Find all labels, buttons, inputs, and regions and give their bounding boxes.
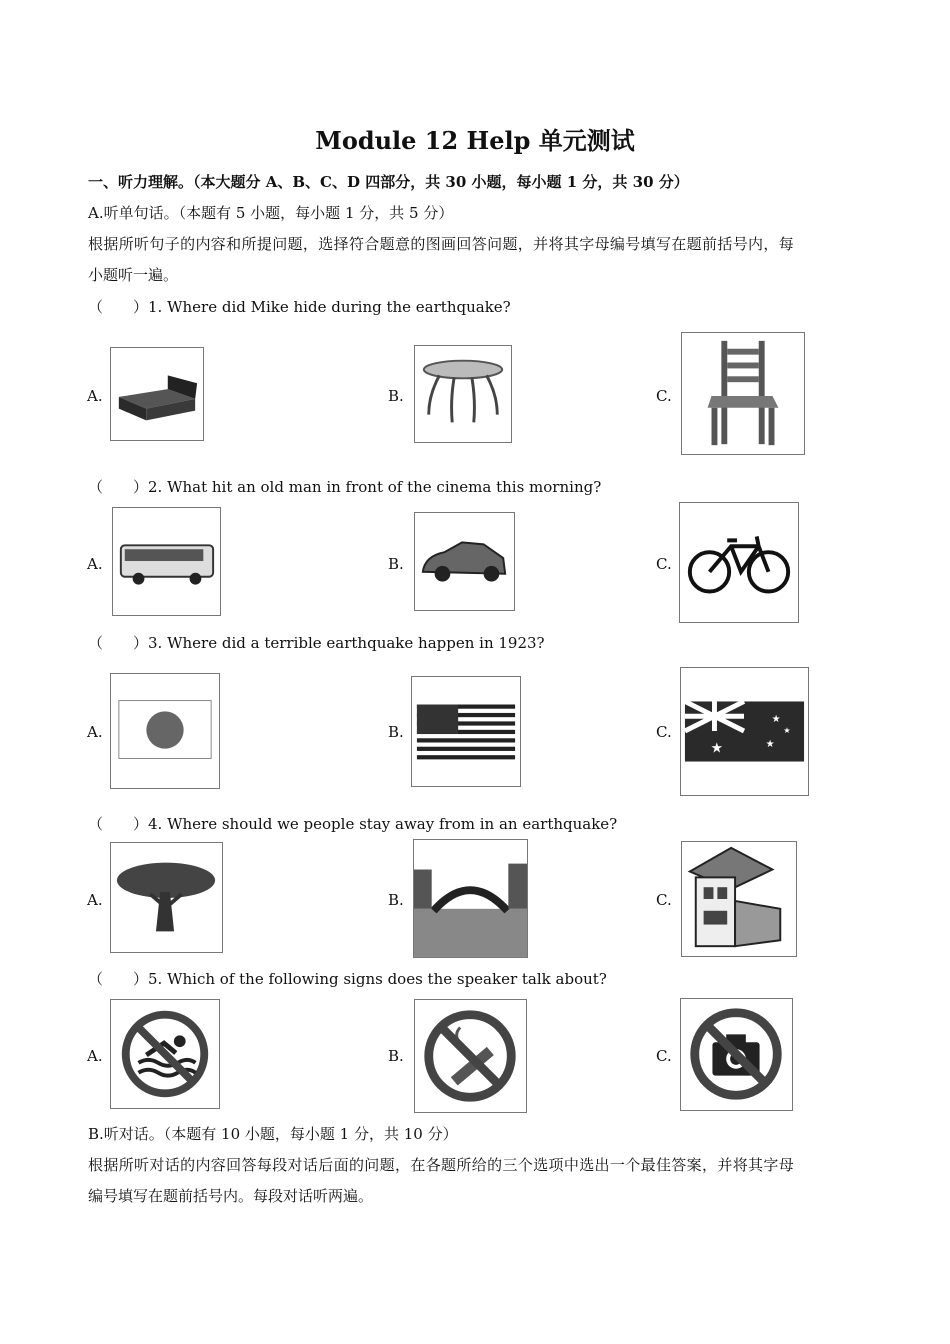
part-b-instruction: 根据所听对话的内容回答每段对话后面的问题，在各题所给的三个选项中选出一个最佳答案，并将其字母 (88, 1156, 795, 1174)
bus-image (112, 507, 221, 616)
house-image (681, 841, 797, 957)
svg-text:★: ★ (765, 738, 775, 750)
svg-text:★: ★ (783, 725, 791, 735)
no-smoking-sign-image (414, 999, 527, 1113)
svg-text:★: ★ (771, 714, 781, 726)
option-label-c: C. (656, 891, 672, 909)
option-label-a: A. (87, 555, 103, 573)
chair-image (681, 332, 805, 455)
part-b-heading: B.听对话。（本题有 10 小题，每小题 1 分，共 10 分） (88, 1125, 458, 1143)
section-heading: 一、听力理解。（本大题分 A、B、C、D 四部分，共 30 小题，每小题 1 分，共 30 分） (88, 173, 689, 191)
part-a-instruction: 根据所听句子的内容和所提问题，选择符合题意的图画回答问题，并将其字母编号填写在题前括号内，每 (88, 235, 795, 253)
part-b-instruction-cont: 编号填写在题前括号内。每段对话听两遍。 (88, 1187, 374, 1205)
part-a-instruction-cont: 小题听一遍。 (88, 266, 179, 284)
option-label-c: C. (656, 387, 672, 405)
question-2: （ ）2. What hit an old man in front of the cinema this morning? (88, 478, 602, 496)
australia-flag-image (680, 667, 809, 796)
option-label-a: A. (87, 891, 103, 909)
no-swimming-sign-image (110, 999, 220, 1109)
car-image (414, 512, 515, 611)
option-label-b: B. (388, 891, 404, 909)
tree-image (110, 842, 223, 953)
option-label-a: A. (87, 1047, 103, 1065)
round-table-image (414, 345, 512, 443)
question-4: （ ）4. Where should we people stay away from in an earthquake? (88, 815, 618, 833)
option-label-b: B. (388, 555, 404, 573)
part-a-heading: A.听单句话。（本题有 5 小题，每小题 1 分，共 5 分） (88, 204, 454, 222)
japan-flag-image (110, 673, 220, 789)
option-label-c: C. (656, 723, 672, 741)
bed-image (110, 347, 204, 441)
option-label-b: B. (388, 1047, 404, 1065)
no-photography-sign-image (680, 998, 793, 1111)
bridge-image (413, 839, 528, 958)
bicycle-image (679, 502, 799, 623)
option-label-a: A. (87, 387, 103, 405)
option-label-c: C. (656, 1047, 672, 1065)
option-label-b: B. (388, 723, 404, 741)
page-title: Module 12 Help 单元测试 (315, 126, 635, 155)
option-label-b: B. (388, 387, 404, 405)
usa-flag-image (411, 676, 521, 787)
svg-text:★: ★ (710, 740, 723, 757)
question-5: （ ）5. Which of the following signs does the speaker talk about? (88, 970, 607, 988)
question-1: （ ）1. Where did Mike hide during the earthquake? (88, 298, 511, 316)
question-3: （ ）3. Where did a terrible earthquake happen in 1923? (88, 634, 545, 652)
option-label-a: A. (87, 723, 103, 741)
option-label-c: C. (656, 555, 672, 573)
